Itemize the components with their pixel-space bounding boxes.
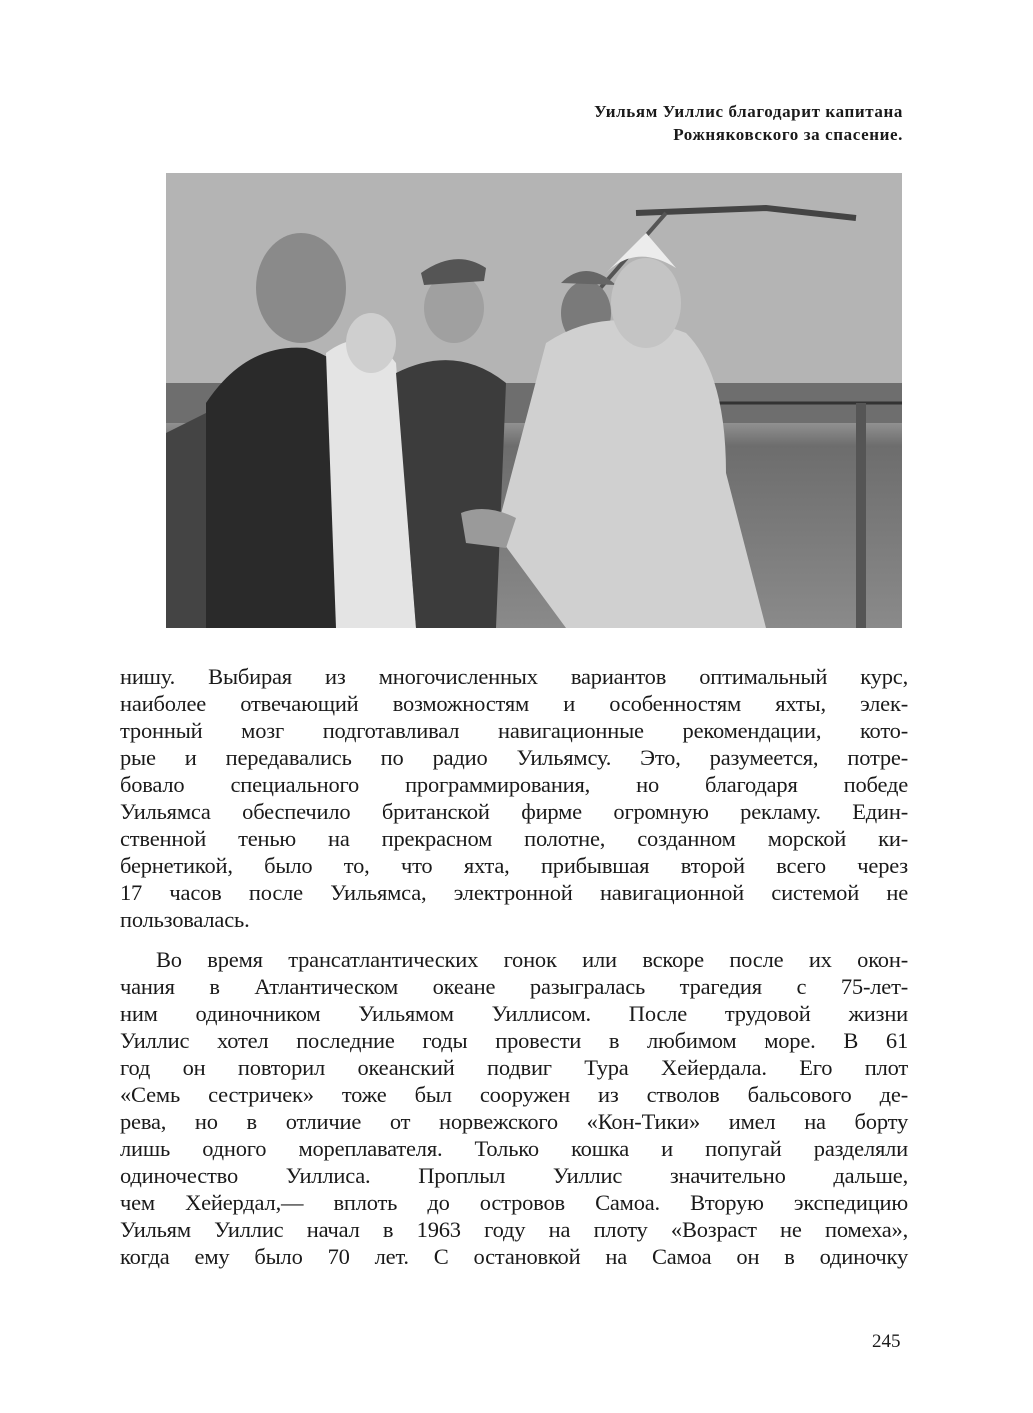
text-line: наиболее отвечающий возможностям и особенностям яхты, элек-	[120, 691, 908, 716]
text-line: рые и передавались по радио Уильямсу. Это, разумеется, потре-	[120, 745, 908, 770]
text-line: пользовалась.	[120, 907, 250, 932]
caption-line: Уильям Уиллис благодарит капитана	[594, 102, 903, 121]
text-line: «Семь сестричек» тоже был сооружен из стволов бальсового де-	[120, 1082, 908, 1107]
text-line: рева, но в отличие от норвежского «Кон-Тики» имел на борту	[120, 1109, 908, 1134]
caption-line: Рожняковского за спасение.	[673, 125, 903, 144]
text-line: Уиллис хотел последние годы провести в любимом море. В 61	[120, 1028, 908, 1053]
text-line: ним одиночником Уильямом Уиллисом. После трудовой жизни	[120, 1001, 908, 1026]
text-line: одиночество Уиллиса. Проплыл Уиллис значительно дальше,	[120, 1163, 908, 1188]
photo	[166, 173, 902, 628]
text-line: чем Хейердал,— вплоть до островов Самоа. Вторую экспедицию	[120, 1190, 908, 1215]
page-number: 245	[872, 1331, 901, 1352]
text-line: ственной тенью на прекрасном полотне, созданном морской ки-	[120, 826, 908, 851]
photo-handshake-icon	[166, 173, 902, 628]
text-line: 17 часов после Уильямса, электронной навигационной системой не	[120, 880, 908, 905]
text-line: Во время трансатлантических гонок или вскоре после их окон-	[156, 947, 908, 972]
text-line: бернетикой, было то, что яхта, прибывшая второй всего через	[120, 853, 908, 878]
text-line: Уильям Уиллис начал в 1963 году на плоту «Возраст не помеха»,	[120, 1217, 908, 1242]
text-line: нишу. Выбирая из многочисленных вариантов оптимальный курс,	[120, 664, 908, 689]
text-line: бовало специального программирования, но благодаря победе	[120, 772, 908, 797]
paragraph	[120, 946, 908, 1270]
text-line: когда ему было 70 лет. С остановкой на Самоа он в одиночку	[120, 1244, 908, 1269]
photo-caption	[594, 100, 903, 146]
text-line: чания в Атлантическом океане разыгралась трагедия с 75-лет-	[120, 974, 908, 999]
text-line: лишь одного мореплавателя. Только кошка и попугай разделяли	[120, 1136, 908, 1161]
paragraph	[120, 663, 908, 933]
text-line: Уильямса обеспечило британской фирме огромную рекламу. Един-	[120, 799, 908, 824]
text-line: тронный мозг подготавливал навигационные рекомендации, кото-	[120, 718, 908, 743]
text-line: год он повторил океанский подвиг Тура Хейердала. Его плот	[120, 1055, 908, 1080]
